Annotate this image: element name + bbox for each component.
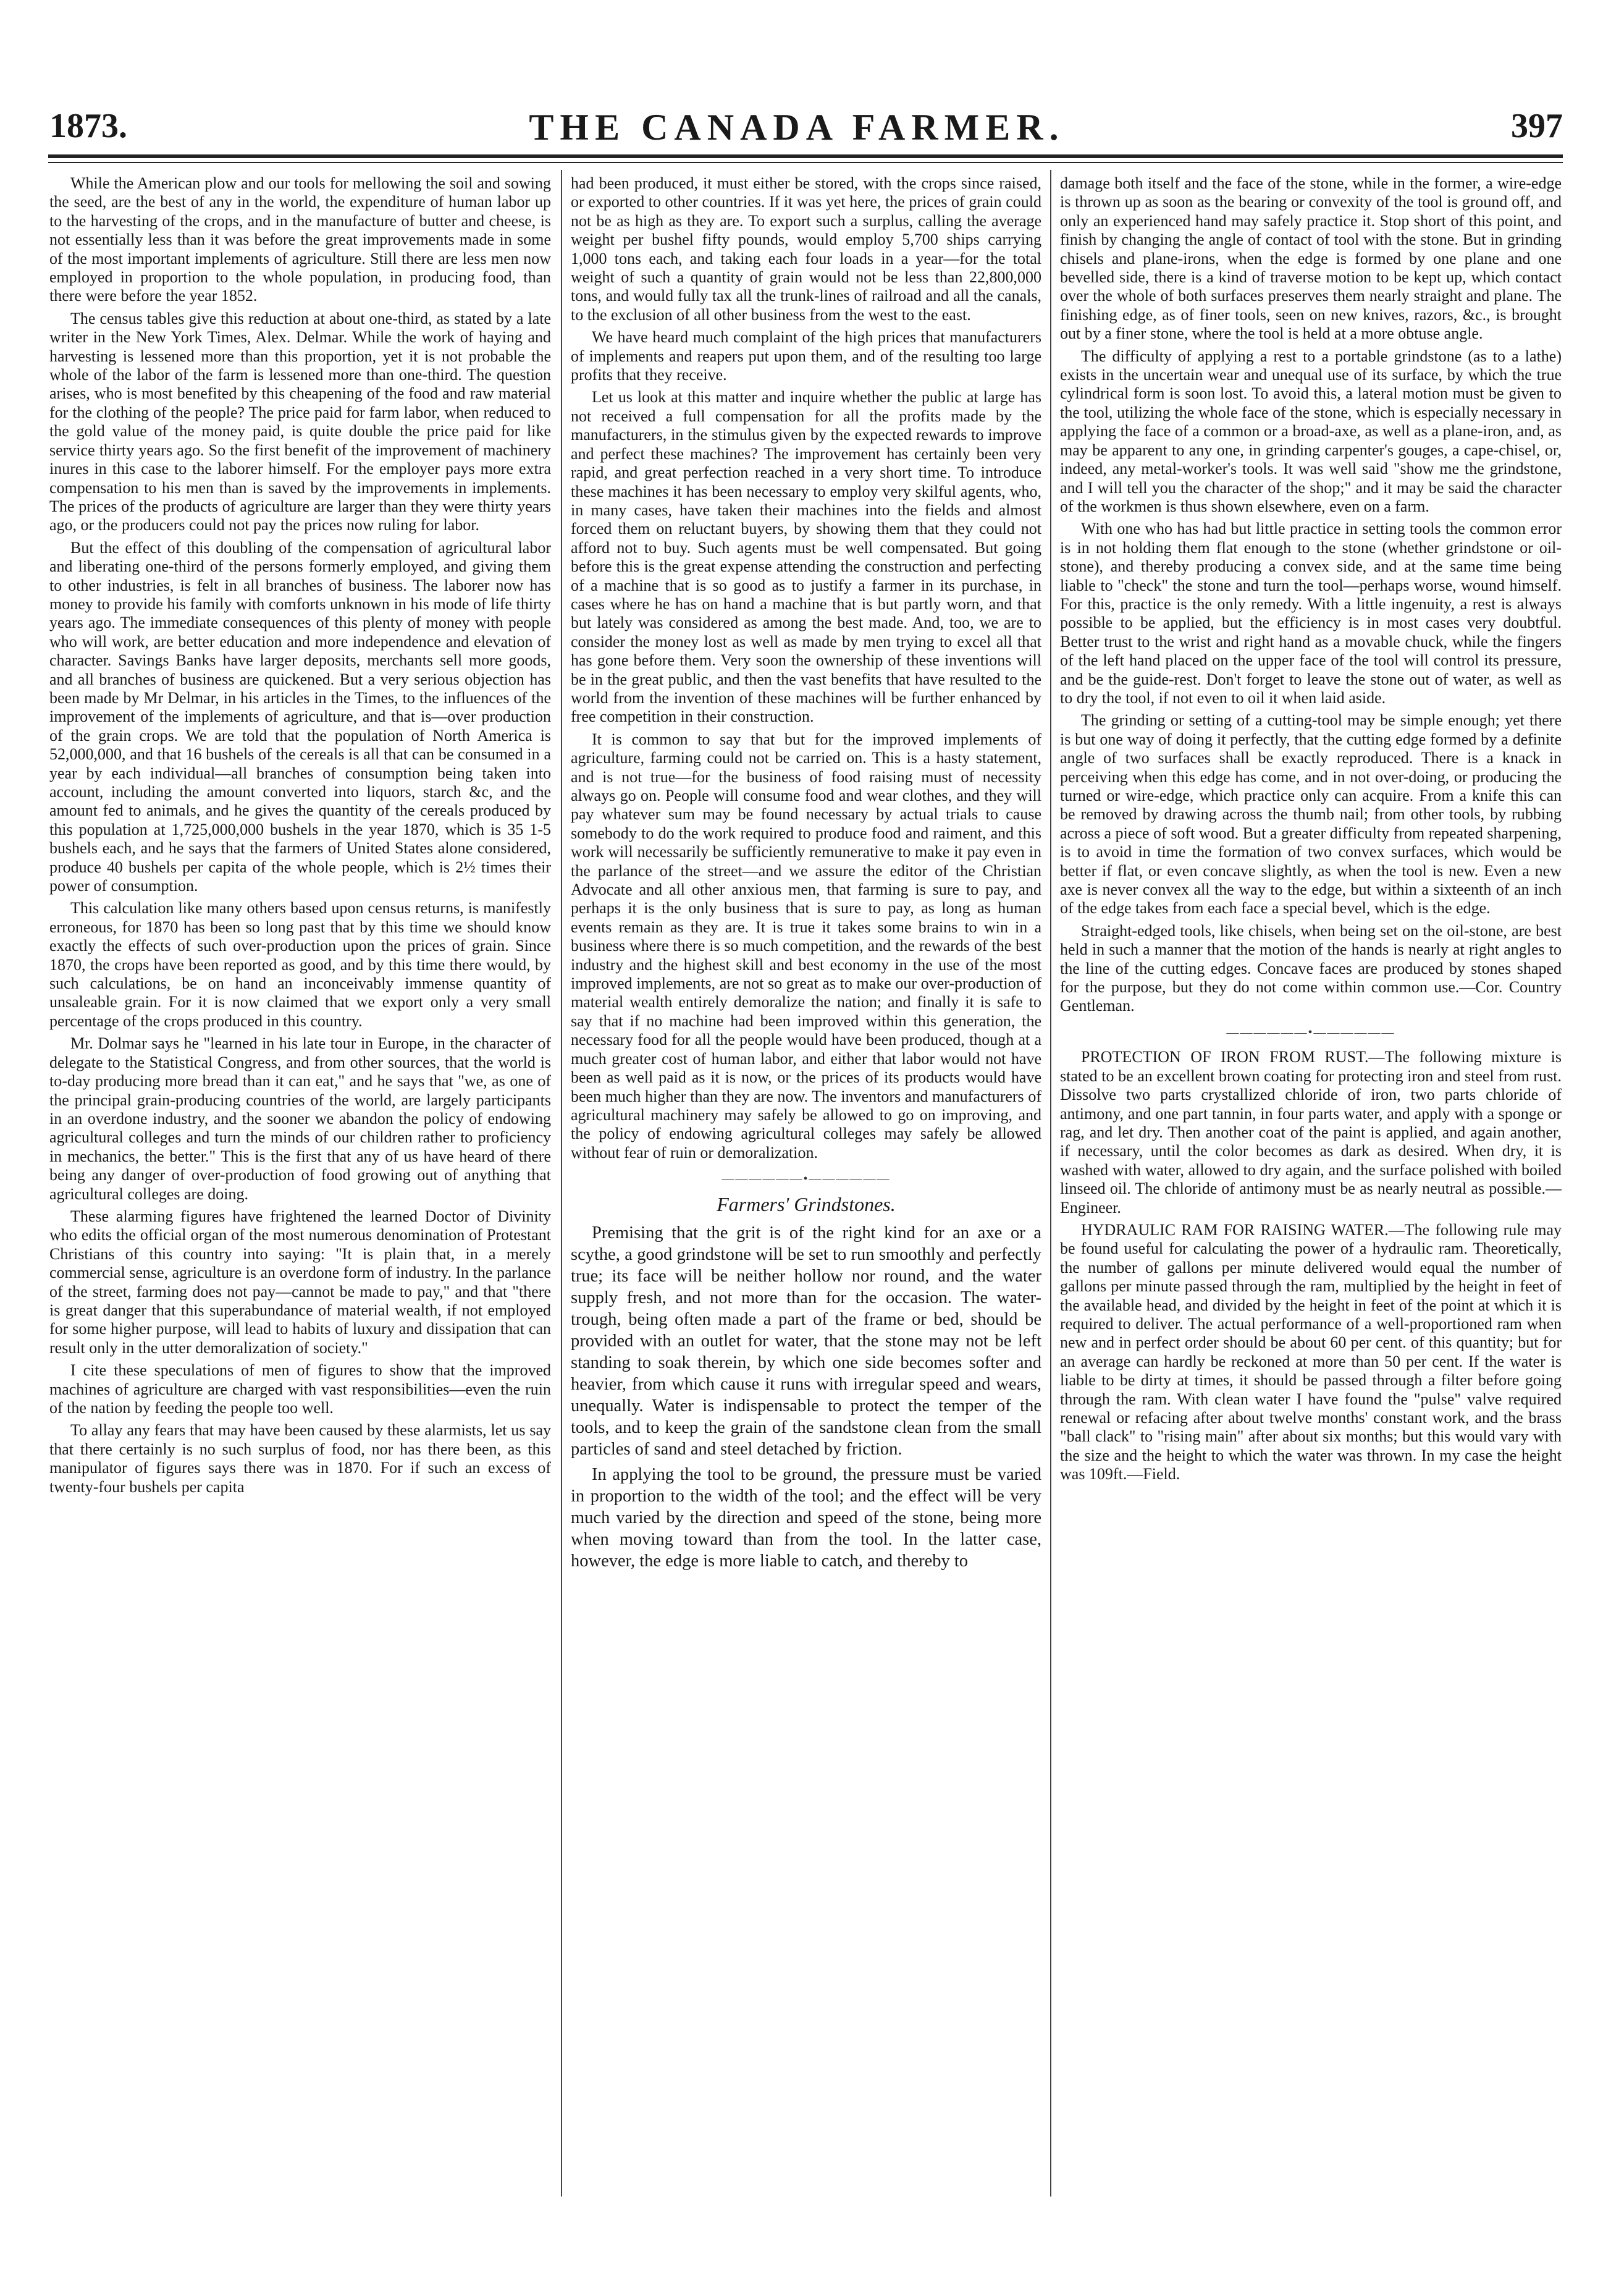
header-year: 1873. <box>49 107 127 145</box>
paragraph: PROTECTION OF IRON FROM RUST.—The following mixture is stated to be an excellent brown coating for protecting iron and steel from rust. Dissolve two parts crystallized chloride of iron, two parts chloride of antimony, and one part tannin, in four parts water, and apply with a sponge or rag, and let dry. Then another coat of the paint is applied, and again another, if necessary, until the color becomes as dark as desired. When dry, it is washed with water, allowed to dry again, and the surface polished with boiled linseed oil. The chloride of antimony must be as nearly neutral as possible.—Engineer. <box>1060 1048 1562 1217</box>
paragraph: The difficulty of applying a rest to a portable grindstone (as to a lathe) exists in the uncertain wear and unequal use of its surface, by which the true cylindrical form is soon lost. To avoid this, a lateral motion must be given to the tool, utilizing the whole face of the stone, which is especially necessary in applying the face of a common or a broad-axe, as well as a plane-iron, and, as may be apparent to any one, in grinding carpenter's gouges, a cape-chisel, or, indeed, any metal-worker's tools. It was well said "show me the grindstone, and I will tell you the character of the shop;" and it may be said the character of the workmen is thus shown elsewhere, even on a farm. <box>1060 347 1562 515</box>
header-rule-thin <box>48 162 1563 163</box>
section-separator: ——————•—————— <box>721 1172 891 1186</box>
paragraph: While the American plow and our tools for mellowing the soil and sowing the seed, are the best of any in the world, the expenditure of human labor up to the harvesting of the crops, and in the manufacture of butter and cheese, is not essentially less than it was before the great improvements made in some of the most important implements of agriculture. Still there are less men now employed in proportion to the whole population, in producing food, than there were before the year 1852. <box>49 174 551 305</box>
paragraph: The census tables give this reduction at about one-third, as stated by a late writer in the New York Times, Alex. Delmar. While the work of haying and harvesting is lessened more than this proportion, yet it is not probable the whole of the labor of the farm is lessened more than one-third. The question arises, who is most benefited by this cheapening of the food and raw material for the clothing of the people? The price paid for farm labor, when reduced to the gold value of the money paid, is quite double the price paid for like service thirty years ago. So the first benefit of the improvement of machinery inures in this case to the laborer himself. For the employer pays more extra compensation to his men than is saved by the improvements in implements. The prices of the products of agriculture are larger than they were thirty years ago, or the producers could not pay the prices now ruling for labor. <box>49 309 551 534</box>
paragraph: It is common to say that but for the improved implements of agriculture, farming could not be carried on. This is a hasty statement, and is not true—for the business of food raising must of necessity always go on. People will consume food and wear clothes, and they will pay whatever sum may be found necessary by actual trials to cause somebody to do the work required to produce food and raiment, and this work will necessarily be sufficiently remunerative to make it pay even in the parlance of the street—and we assure the editor of the Christian Advocate and all other anxious men, that farming is sure to pay, and perhaps it is the only business that is sure to pay, as long as human events remain as they are. It is true it takes some brains to win in a business where there is so much competition, and the rewards of the best industry and the highest skill and best economy in the use of the most improved implements, are not so great as to make our over-production of material wealth entirely demoralize the nation; and finally it is safe to say that if no machine had been improved within this generation, the necessary food for all the people would have been produced, though at a much greater cost of human labor, and either that labor would not have been as well paid as it is now, or the prices of its products would have been much higher than they are now. The inventors and manufacturers of agricultural machinery may safely be allowed to go on improving, and the policy of endowing agricultural colleges may safely be allowed without fear of ruin or demoralization. <box>571 730 1041 1162</box>
page-number: 397 <box>1511 107 1563 145</box>
paragraph: The grinding or setting of a cutting-tool may be simple enough; yet there is but one way of doing it perfectly, that the cutting edge formed by a definite angle of two surfaces shall be exactly reproduced. There is a knack in perceiving when this edge has come, and in not over-doing, or producing the turned or wire-edge, which practice only can acquire. From a knife this can be removed by drawing across the thumb nail; from other tools, by rubbing across a piece of soft wood. But a greater difficulty from repeated sharpening, is to avoid in time the formation of two convex surfaces, which would be better if flat, or even concave slightly, as when the tool is new. Even a new axe is never convex all the way to the edge, but within a sixteenth of an inch of the edge takes from each face a special bevel, which is the edge. <box>1060 711 1562 918</box>
paragraph: We have heard much complaint of the high prices that manufacturers of implements and reapers put upon them, and of the resulting too large profits that they receive. <box>571 328 1041 384</box>
column-1 <box>49 174 551 2195</box>
column-divider <box>561 170 562 2197</box>
paragraph: damage both itself and the face of the stone, while in the former, a wire-edge is thrown up as soon as the bearing or convexity of the tool is ground off, and only an experienced hand may safely practice it. Stop short of this point, and finish by changing the angle of contact of tool with the stone. But in grinding chisels and plane-irons, when the edge is formed by one plane and one bevelled side, there is a kind of traverse motion to be kept up, which contact over the whole of both surfaces preserves them nearly straight and plane. The finishing edge, as of finer tools, seen on new knives, razors, &c., is brought out by a finer stone, where the tool is held at a more obtuse angle. <box>1060 174 1562 343</box>
paragraph: But the effect of this doubling of the compensation of agricultural labor and liberating one-third of the persons formerly employed, and giving them to other industries, is felt in all branches of business. The laborer now has money to provide his family with comforts unknown in his mode of life thirty years ago. The immediate consequences of this plenty of money with people who will work, are better education and more independence and elevation of character. Savings Banks have larger deposits, merchants sell more goods, and all branches of business are quickened. But a very serious objection has been made by Mr Delmar, in his articles in the Times, to the influences of the improvement of the implements of agriculture, and that is—over production of the grain crops. We are told that the population of North America is 52,000,000, and that 16 bushels of the cereals is all that can be consumed in a year by each individual—all branches of consumption being taken into account, including the amount converted into liquors, starch &c, and the amount fed to animals, and he gives the quantity of the cereals produced by this population at 1,725,000,000 bushels in the year 1870, which is 35 1-5 bushels each, and he says that the farmers of United States alone considered, produce 40 bushels per capita of the whole people, which is 2½ times their power of consumption. <box>49 538 551 895</box>
paragraph: Mr. Dolmar says he "learned in his late tour in Europe, in the character of delegate to the Statistical Congress, and from other sources, that the world is to-day producing more bread than it can eat," and he says that "we, as one of the principal grain-producing countries of the world, are largely participants in an overdone industry, and the sooner we abandon the policy of endowing agricultural colleges and turn the minds of our children rather to proficiency in mechanics, the better." This is the first that any of us have heard of there being any danger of over-production of food growing out of anything that agricultural colleges are doing. <box>49 1034 551 1203</box>
paragraph: With one who has had but little practice in setting tools the common error is in not holding them flat enough to the stone (whether grindstone or oil-stone), and thereby producing a convex side, and at the same time being liable to "check" the stone and turn the tool—perhaps worse, wound himself. For this, practice is the only remedy. With a little ingenuity, a rest is always possible to be applied, but the efficiency is in most cases very doubtful. Better trust to the wrist and right hand as a movable chuck, while the fingers of the left hand placed on the upper face of the tool will control its pressure, and be the guide-rest. Don't forget to leave the stone out of water, as well as to dry the tool, if not even to oil it when laid aside. <box>1060 520 1562 707</box>
header-rule-thick <box>48 154 1563 158</box>
paragraph: In applying the tool to be ground, the pressure must be varied in proportion to the width of the tool; and the effect will be very much varied by the direction and speed of the stone, being more when moving toward than from the tool. In the latter case, however, the edge is more liable to catch, and thereby to <box>571 1464 1041 1571</box>
masthead-title: THE CANADA FARMER. <box>529 107 1065 148</box>
paragraph: Premising that the grit is of the right kind for an axe or a scythe, a good grindstone will be set to run smoothly and perfectly true; its face will be neither hollow nor round, and the water supply fresh, and not more than for the occasion. The water-trough, being often made a part of the frame or bed, should be provided with an outlet for water, that the stone may not be left standing to soak therein, by which one side becomes softer and heavier, from which cause it runs with irregular speed and wears, unequally. Water is indispensable to protect the temper of the tools, and to keep the grain of the sandstone clean from the small particles of sand and steel detached by friction. <box>571 1223 1041 1459</box>
paragraph: HYDRAULIC RAM FOR RAISING WATER.—The following rule may be found useful for calculating the power of a hydraulic ram. Theoretically, the number of gallons per minute delivered would equal the number of gallons per minute passed through the ram, multiplied by the height in feet of the available head, and divided by the height in feet of the point at which it is required to deliver. The actual performance of a well-proportioned ram when new and in perfect order should be about 60 per cent. of this quantity; but for an average can hardly be reckoned at more than 50 per cent. If the water is liable to be dirty at times, it should be passed through a filter before going through the ram. With clean water I have found the "pulse" valve required renewal or refacing after about twelve months' constant work, and the brass "ball clack" to "rising main" after about six months; but this would vary with the size and the height to which the water was thrown. In my case the height was 109ft.—Field. <box>1060 1220 1562 1484</box>
paragraph: Straight-edged tools, like chisels, when being set on the oil-stone, are best held in such a manner that the motion of the hands is nearly at right angles to the line of the cutting edges. Concave faces are produced by stones shaped for the purpose, but they do not come within common use.—Cor. Country Gentleman. <box>1060 921 1562 1015</box>
paragraph: This calculation like many others based upon census returns, is manifestly erroneous, for 1870 has been so long past that by this time we should know exactly the effects of such over-production upon the prices of grain. Since 1870, the crops have been reported as good, and by this time there would, by such calculations, be on hand an inconceivably immense quantity of unsaleable grain. For it is now claimed that we export only a very small percentage of the crops produced in this country. <box>49 899 551 1030</box>
section-separator: ——————•—————— <box>1226 1025 1395 1039</box>
paragraph: These alarming figures have frightened the learned Doctor of Divinity who edits the official organ of the most numerous denomination of Protestant Christians of this country into saying: "It is plain that, in a merely commercial sense, agriculture is an overdone form of industry. In the parlance of the street, farming does not pay—cannot be made to pay," and that "there is great danger that this superabundance of material wealth, if not employed for some higher purpose, will lead to habits of luxury and dissipation that can result only in the utter demoralization of society." <box>49 1207 551 1357</box>
article-heading: Farmers' Grindstones. <box>717 1192 896 1215</box>
column-3 <box>1060 174 1562 2195</box>
paragraph: I cite these speculations of men of figures to show that the improved machines of agriculture are charged with vast responsibilities—even the ruin of the nation by feeding the people too well. <box>49 1361 551 1417</box>
paragraph: had been produced, it must either be stored, with the crops since raised, or exported to other countries. If it was yet here, the prices of grain could not be as high as they are. To export such a surplus, calling the average weight per bushel fifty pounds, would employ 5,700 ships carrying 1,000 tons each, and taking each four loads in a year—for the total weight of such a quantity of grain would not be less than 22,800,000 tons, and would fully tax all the trunk-lines of railroad and all the canals, to the exclusion of all other business from the west to the east. <box>571 174 1041 324</box>
paragraph: Let us look at this matter and inquire whether the public at large has not received a full compensation for all the profits made by the manufacturers, in the stimulus given by the expected rewards to improve and perfect these machines? The improvement has certainly been very rapid, and great perfection reached in a very short time. To introduce these machines it has been necessary to employ very skilful agents, who, in many cases, have taken their machines into the fields and almost forced them on reluctant buyers, by showing them that they could not afford not to buy. Such agents must be well compensated. But going before this is the great expense attending the construction and perfecting of a machine that is so good as to justify a farmer in its purchase, in cases where he has on hand a machine that is but partly worn, and that but lately was considered as among the best made. And, too, we are to consider the money lost as well as made by men trying to excel all that has gone before them. Very soon the ownership of these inventions will be in the great public, and then the vast benefits that have resulted to the world from the invention of these machines will be further enhanced by free competition in their construction. <box>571 388 1041 726</box>
paragraph: To allay any fears that may have been caused by these alarmists, let us say that there certainly is no such surplus of food, nor has there been, as this manipulator of figures says there was in 1870. For if such an excess of twenty-four bushels per capita <box>49 1421 551 1496</box>
column-divider <box>1050 170 1051 2197</box>
column-2 <box>571 174 1041 2195</box>
article-body <box>571 1222 1041 1572</box>
